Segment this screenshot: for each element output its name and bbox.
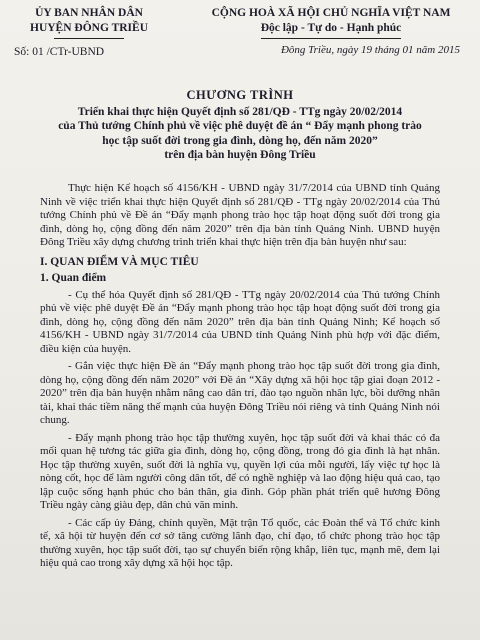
section-heading: I. QUAN ĐIỂM VÀ MỤC TIÊU	[40, 255, 199, 268]
title-line-1: Triển khai thực hiện Quyết định số 281/QĐ - TTg ngày 20/02/2014	[77, 105, 403, 118]
intro-paragraph: Thực hiện Kế hoạch số 4156/KH - UBND ngày 31/7/2014 của UBND tỉnh Quảng Ninh về việc triển khai thực hiện Quyết định số 281/QĐ - TTg ngày 20/02/2014 của Thủ tướng Chính phủ về Đề án “Đẩy mạnh phong trào học tập hoạt động suốt đời trong gia đình, dòng họ, cộng đồng đến năm 2020” trên địa bàn tỉnh Quảng Ninh. UBND huyện Đông Triều xây dựng chương trình triển khai thực hiện trên địa bàn huyện như sau:	[40, 182, 440, 248]
header-divider-right	[261, 38, 401, 39]
nation-name: CỘNG HOÀ XÃ HỘI CHỦ NGHĨA VIỆT NAM	[211, 7, 451, 19]
title-main: CHƯƠNG TRÌNH	[186, 88, 294, 102]
nation-motto: Độc lập - Tự do - Hạnh phúc	[260, 22, 402, 34]
agency-name-line2: HUYỆN ĐÔNG TRIỀU	[30, 22, 148, 34]
agency-header	[14, 6, 164, 60]
paragraph-4: - Các cấp ủy Đảng, chính quyền, Mặt trận Tổ quốc, các Đoàn thể và Tổ chức kinh tế, xã hội từ huyện đến cơ sở tăng cường lãnh đạo, chỉ đạo, tổ chức phong trào học tập thường xuyên, học tập suốt đời, tạo sự chuyển biến rộng khắp, liên tục, mạnh mẽ, đem lại hiệu quả cao trong xây dựng xã hội học tập.	[40, 516, 440, 569]
paragraph-2: - Gắn việc thực hiện Đề án “Đẩy mạnh phong trào học tập suốt đời trong gia đình, dòng họ, cộng đồng đến năm 2020” với Đề án “Xây dựng xã hội học tập giai đoạn 2012 - 2020” trên địa bàn huyện nhằm nâng cao dân trí, đào tạo nguồn nhân lực, bồi dưỡng nhân tài, khai thác tiềm năng thế mạnh của huyện Đông Triều nói riêng và tỉnh Quảng Ninh nói chung.	[40, 360, 440, 426]
national-header	[190, 6, 472, 58]
header-divider-left	[54, 38, 124, 39]
title-line-3: học tập suốt đời trong gia đình, dòng họ, đến năm 2020”	[102, 134, 378, 147]
document-number: Số: 01 /CTr-UBND	[14, 46, 105, 58]
paragraph-1: - Cụ thể hóa Quyết định số 281/QĐ - TTg ngày 20/02/2014 của Thủ tướng Chính phủ về việc phê duyệt Đề án “Đẩy mạnh phong trào học tập hoạt động suốt đời trong gia đình, dòng họ, cộng đồng đến năm 2020” trên địa bàn tỉnh Quảng Ninh; Kế hoạch số 4156/KH - UBND ngày 31/7/2014 của UBND tỉnh Quảng Ninh phù hợp với đặc điểm, điều kiện của huyện.	[40, 288, 440, 355]
paragraph-3: - Đẩy mạnh phong trào học tập thường xuyên, học tập suốt đời và khai thác có đa mối quan hệ tương tác giữa gia đình, dòng họ, cộng đồng, trong đó gia đình là hạt nhân. Học tập thường xuyên, suốt đời là nghĩa vụ, quyền lợi của mỗi người, lấy việc tự học là nòng cốt, học để làm người công dân tốt, để có nghề nghiệp và lao động hiệu quả cao, tạo lập cuộc sống hạnh phúc cho bản thân, gia đình. Góp phần phát triển quê hương Đông Triều ngày càng giàu đẹp, dân chủ văn minh.	[40, 431, 440, 511]
document-date: Đông Triều, ngày 19 tháng 01 năm 2015	[280, 44, 460, 56]
title-line-2: của Thủ tướng Chính phủ về việc phê duyệt đề án “ Đẩy mạnh phong trào	[58, 120, 422, 132]
document-title	[40, 88, 440, 163]
document-body	[40, 182, 440, 575]
title-line-4: trên địa bàn huyện Đông Triều	[164, 149, 316, 161]
subsection-heading: 1. Quan điểm	[40, 272, 107, 284]
agency-name-line1: ỦY BAN NHÂN DÂN	[35, 7, 143, 19]
